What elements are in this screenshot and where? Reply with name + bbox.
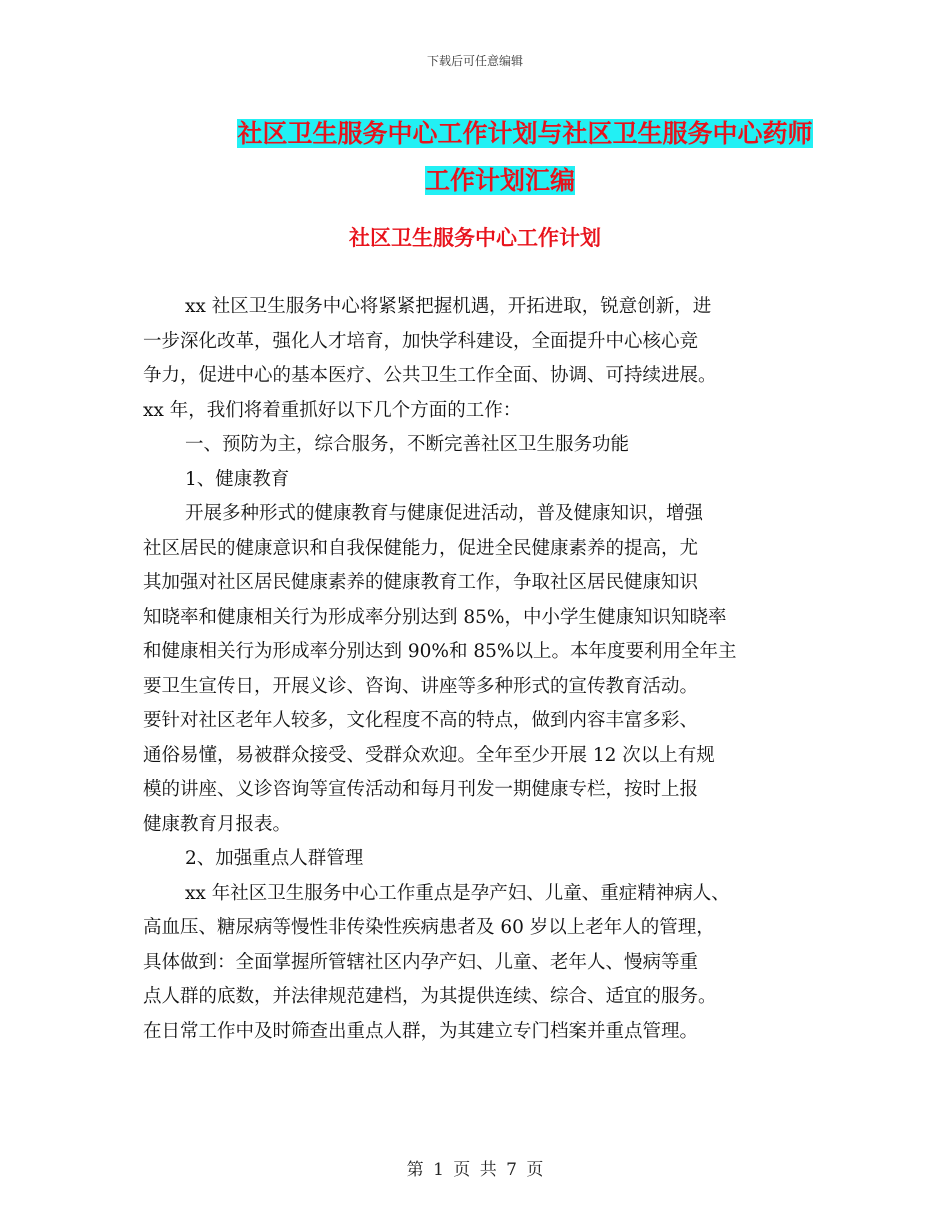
body-line: 模的讲座、义诊咨询等宣传活动和每月刊发一期健康专栏，按时上报 xyxy=(143,779,699,800)
page-footer: 第 1 页 共 7 页 xyxy=(406,1160,544,1180)
body-line: 社区居民的健康意识和自我保健能力，促进全民健康素养的提高，尤 xyxy=(143,537,699,559)
body-line: 和健康相关行为形成率分别达到 90%和 85%以上。本年度要利用全年主 xyxy=(143,641,737,662)
subsection-heading: 2、加强重点人群管理 xyxy=(185,848,364,869)
section-heading: 一、预防为主，综合服务，不断完善社区卫生服务功能 xyxy=(185,434,630,455)
body-line: 点人群的底数，并法律规范建档，为其提供连续、综合、适宜的服务。 xyxy=(143,986,717,1007)
body-line: 一步深化改革，强化人才培育，加快学科建设，全面提升中心核心竞 xyxy=(143,330,699,352)
document-body xyxy=(143,290,813,1049)
body-line: 其加强对社区居民健康素养的健康教育工作，争取社区居民健康知识 xyxy=(143,572,699,593)
title-line-2: 工作计划汇编 xyxy=(424,166,575,195)
body-line: 要针对社区老年人较多，文化程度不高的特点，做到内容丰富多彩、 xyxy=(143,710,699,731)
body-line: 知晓率和健康相关行为形成率分别达到 85%，中小学生健康知识知晓率 xyxy=(143,606,727,628)
body-line: 通俗易懂，易被群众接受、受群众欢迎。全年至少开展 12 次以上有规 xyxy=(143,744,715,766)
body-line: 要卫生宣传日，开展义诊、咨询、讲座等多种形式的宣传教育活动。 xyxy=(143,675,699,697)
body-line: 高血压、糖尿病等慢性非传染性疾病患者及 60 岁以上老年人的管理， xyxy=(143,917,715,938)
body-line: 开展多种形式的健康教育与健康促进活动，普及健康知识，增强 xyxy=(185,503,704,524)
body-line: 具体做到：全面掌握所管辖社区内孕产妇、儿童、老年人、慢病等重 xyxy=(143,951,699,973)
document-title xyxy=(140,110,860,204)
section-title: 社区卫生服务中心工作计划 xyxy=(349,225,601,250)
subsection-heading: 1、健康教育 xyxy=(185,468,290,490)
header-note: 下载后可任意编辑 xyxy=(426,54,523,68)
body-line: 健康教育月报表。 xyxy=(143,813,292,835)
body-line: xx 年社区卫生服务中心工作重点是孕产妇、儿童、重症精神病人、 xyxy=(185,882,730,904)
body-line: xx 社区卫生服务中心将紧紧把握机遇，开拓进取，锐意创新，进 xyxy=(185,296,712,317)
body-line: 在日常工作中及时筛查出重点人群，为其建立专门档案并重点管理。 xyxy=(143,1020,699,1042)
title-line-1: 社区卫生服务中心工作计划与社区卫生服务中心药师 xyxy=(237,119,813,148)
body-line: xx 年，我们将着重抓好以下几个方面的工作： xyxy=(143,399,522,421)
body-line: 争力，促进中心的基本医疗、公共卫生工作全面、协调、可持续进展。 xyxy=(143,365,717,386)
